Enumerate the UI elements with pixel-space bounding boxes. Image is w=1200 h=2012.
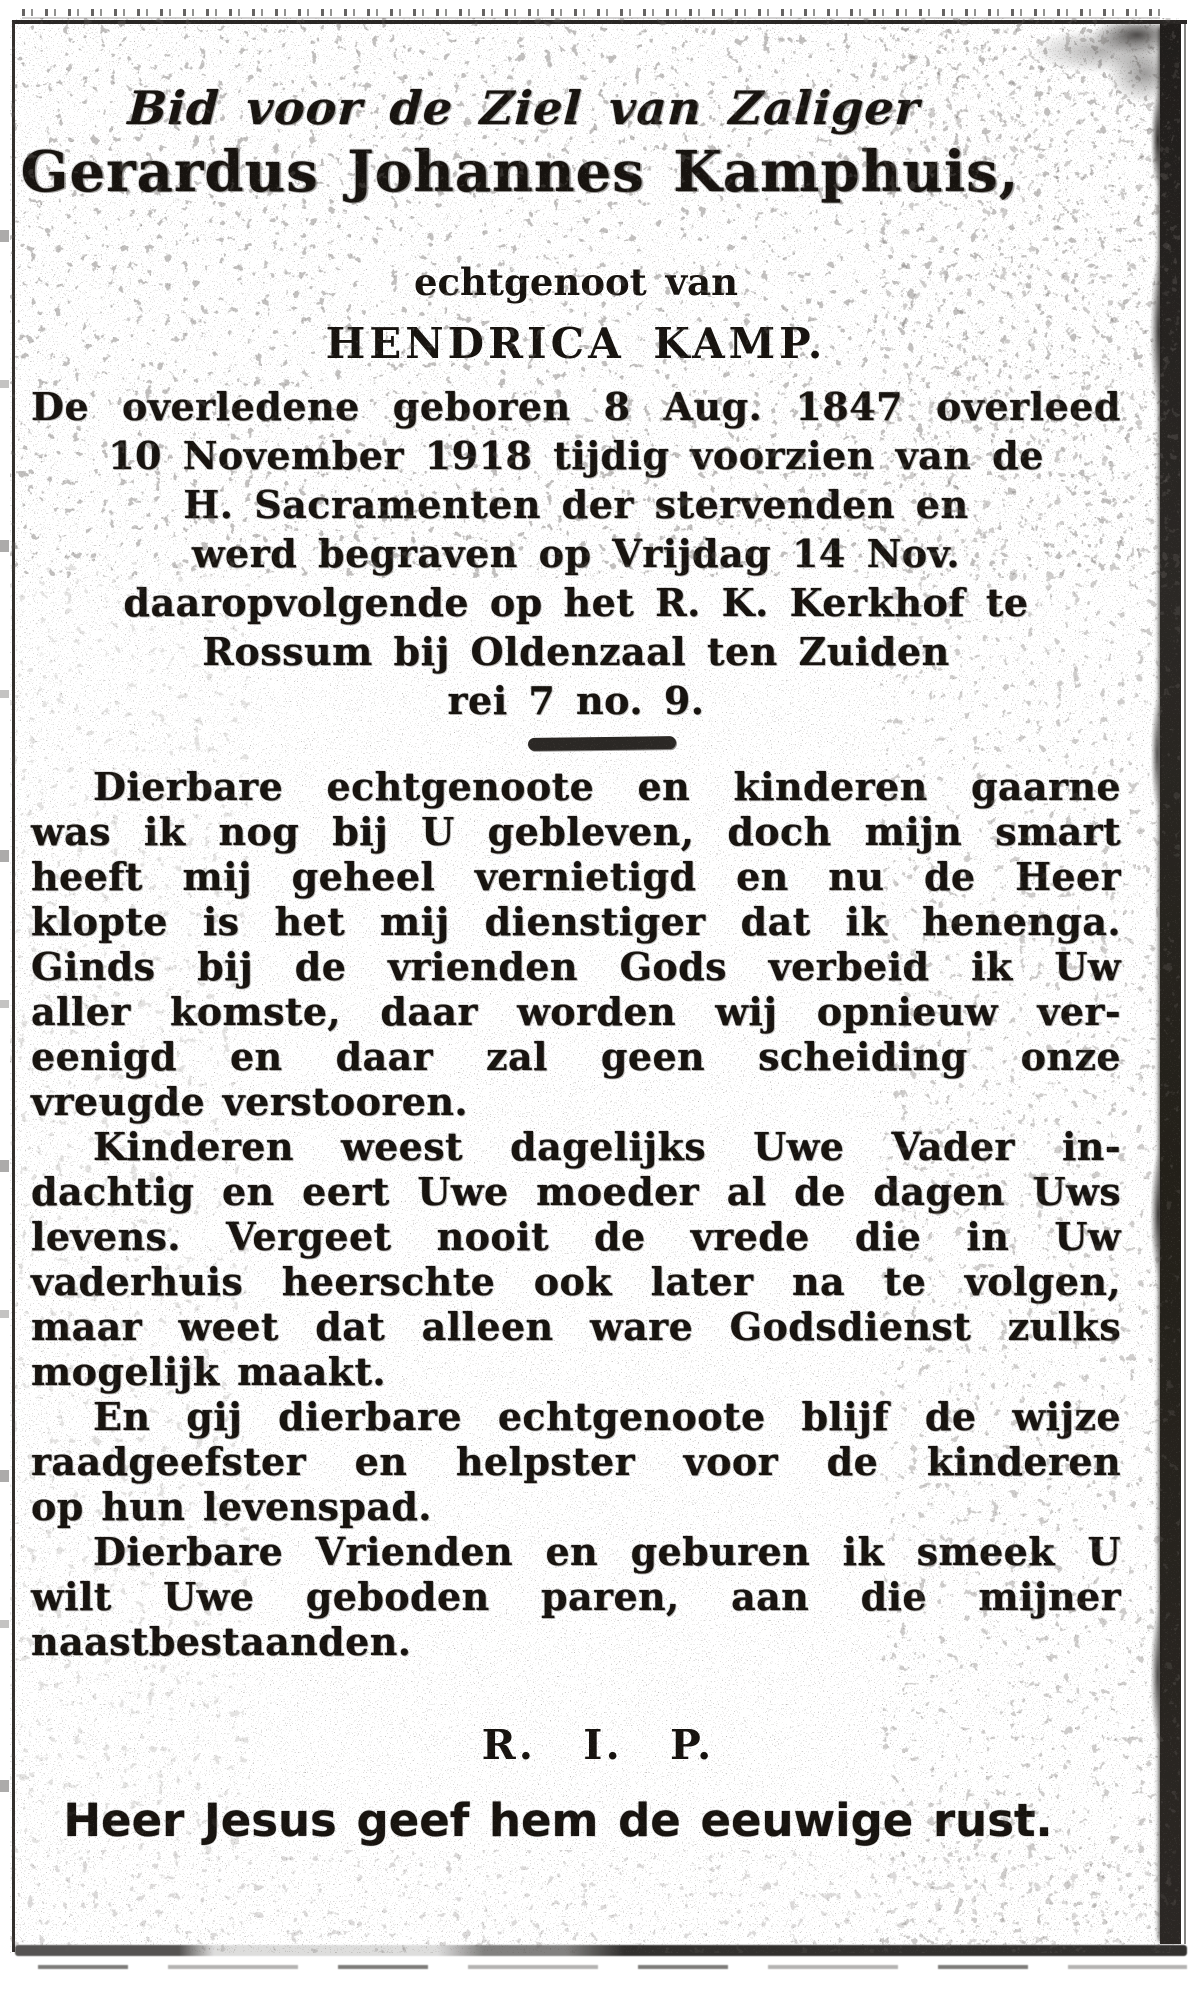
paragraph-line: maar weet dat alleen ware Godsdienst zulks [31, 1304, 1121, 1349]
paragraph-line: Dierbare echtgenoote en kinderen gaarne [93, 764, 1121, 809]
relation-line: echtgenoot van [413, 260, 739, 304]
burial-detail-line: De overledene geboren 8 Aug. 1847 overleed [31, 384, 1121, 429]
paragraph [31, 1394, 1121, 1529]
burial-detail-line: daaropvolgende op het R. K. Kerkhof te [123, 580, 1029, 625]
farewell-paragraphs [31, 764, 1121, 1664]
burial-detail-line: werd begraven op Vrijdag 14 Nov. [191, 531, 961, 576]
paragraph-line: Ginds bij de vrienden Gods verbeid ik Uw [31, 944, 1121, 989]
scan-artifact-left-ticks [0, 230, 9, 1892]
paragraph-line: naastbestaanden. [31, 1619, 412, 1664]
paragraph-line: eenigd en daar zal geen scheiding onze [31, 1034, 1121, 1079]
burial-detail-line: rei 7 no. 9. [447, 678, 705, 723]
paragraph-line: klopte is het mij dienstiger dat ik henenga. [31, 899, 1121, 944]
paragraph-line: En gij dierbare echtgenoote blijf de wijze [93, 1394, 1121, 1439]
scan-artifact-bottom-band [15, 1945, 1187, 1956]
paragraph-line: dachtig en eert Uwe moeder al de dagen Uws [31, 1169, 1121, 1214]
paragraph-line: aller komste, daar worden wij opnieuw ver- [31, 989, 1121, 1034]
burial-detail-line: H. Sacramenten der stervenden en [183, 482, 969, 527]
paragraph [31, 764, 1121, 1124]
paragraph-line: was ik nog bij U gebleven, doch mijn smart [31, 809, 1121, 854]
scan-artifact-right-edge-bar [1160, 24, 1181, 1944]
paragraph-line: Dierbare Vrienden en geburen ik smeek U [93, 1529, 1121, 1574]
scan-artifact-top-ticks [22, 9, 1160, 19]
paragraph-line: levens. Vergeet nooit de vrede die in Uw [31, 1214, 1121, 1259]
spouse-name: HENDRICA KAMP. [325, 319, 827, 368]
burial-detail-line: Rossum bij Oldenzaal ten Zuiden [202, 629, 950, 674]
paragraph-line: vaderhuis heerschte ook later na te volgen, [31, 1259, 1121, 1304]
memorial-card [12, 20, 1187, 1952]
burial-details-block [31, 382, 1121, 725]
paragraph [31, 1529, 1121, 1664]
paragraph [31, 1124, 1121, 1394]
burial-detail-line: 10 November 1918 tijdig voorzien van de [108, 433, 1044, 478]
paragraph-line: mogelijk maakt. [31, 1349, 387, 1394]
closing-prayer-line: Heer Jesus geef hem de eeuwige rust. [63, 1794, 1053, 1847]
invocation-line: Bid voor de Ziel van Zaliger [126, 81, 922, 135]
paragraph-line: heeft mij geheel vernietigd en nu de Heer [31, 854, 1121, 899]
rip-line: R. I. P. [481, 1721, 715, 1769]
paragraph-line: Kinderen weest dagelijks Uwe Vader in- [93, 1124, 1121, 1169]
deceased-name: Gerardus Johannes Kamphuis, [20, 139, 1020, 205]
card-content [20, 50, 1121, 1892]
section-divider-rule [528, 736, 676, 751]
paragraph-line: vreugde verstooren. [31, 1079, 469, 1124]
paragraph-line: wilt Uwe geboden paren, aan die mijner [31, 1574, 1121, 1619]
paragraph-line: raadgeefster en helpster voor de kinderen [31, 1439, 1121, 1484]
paragraph-line: op hun levenspad. [31, 1484, 432, 1529]
